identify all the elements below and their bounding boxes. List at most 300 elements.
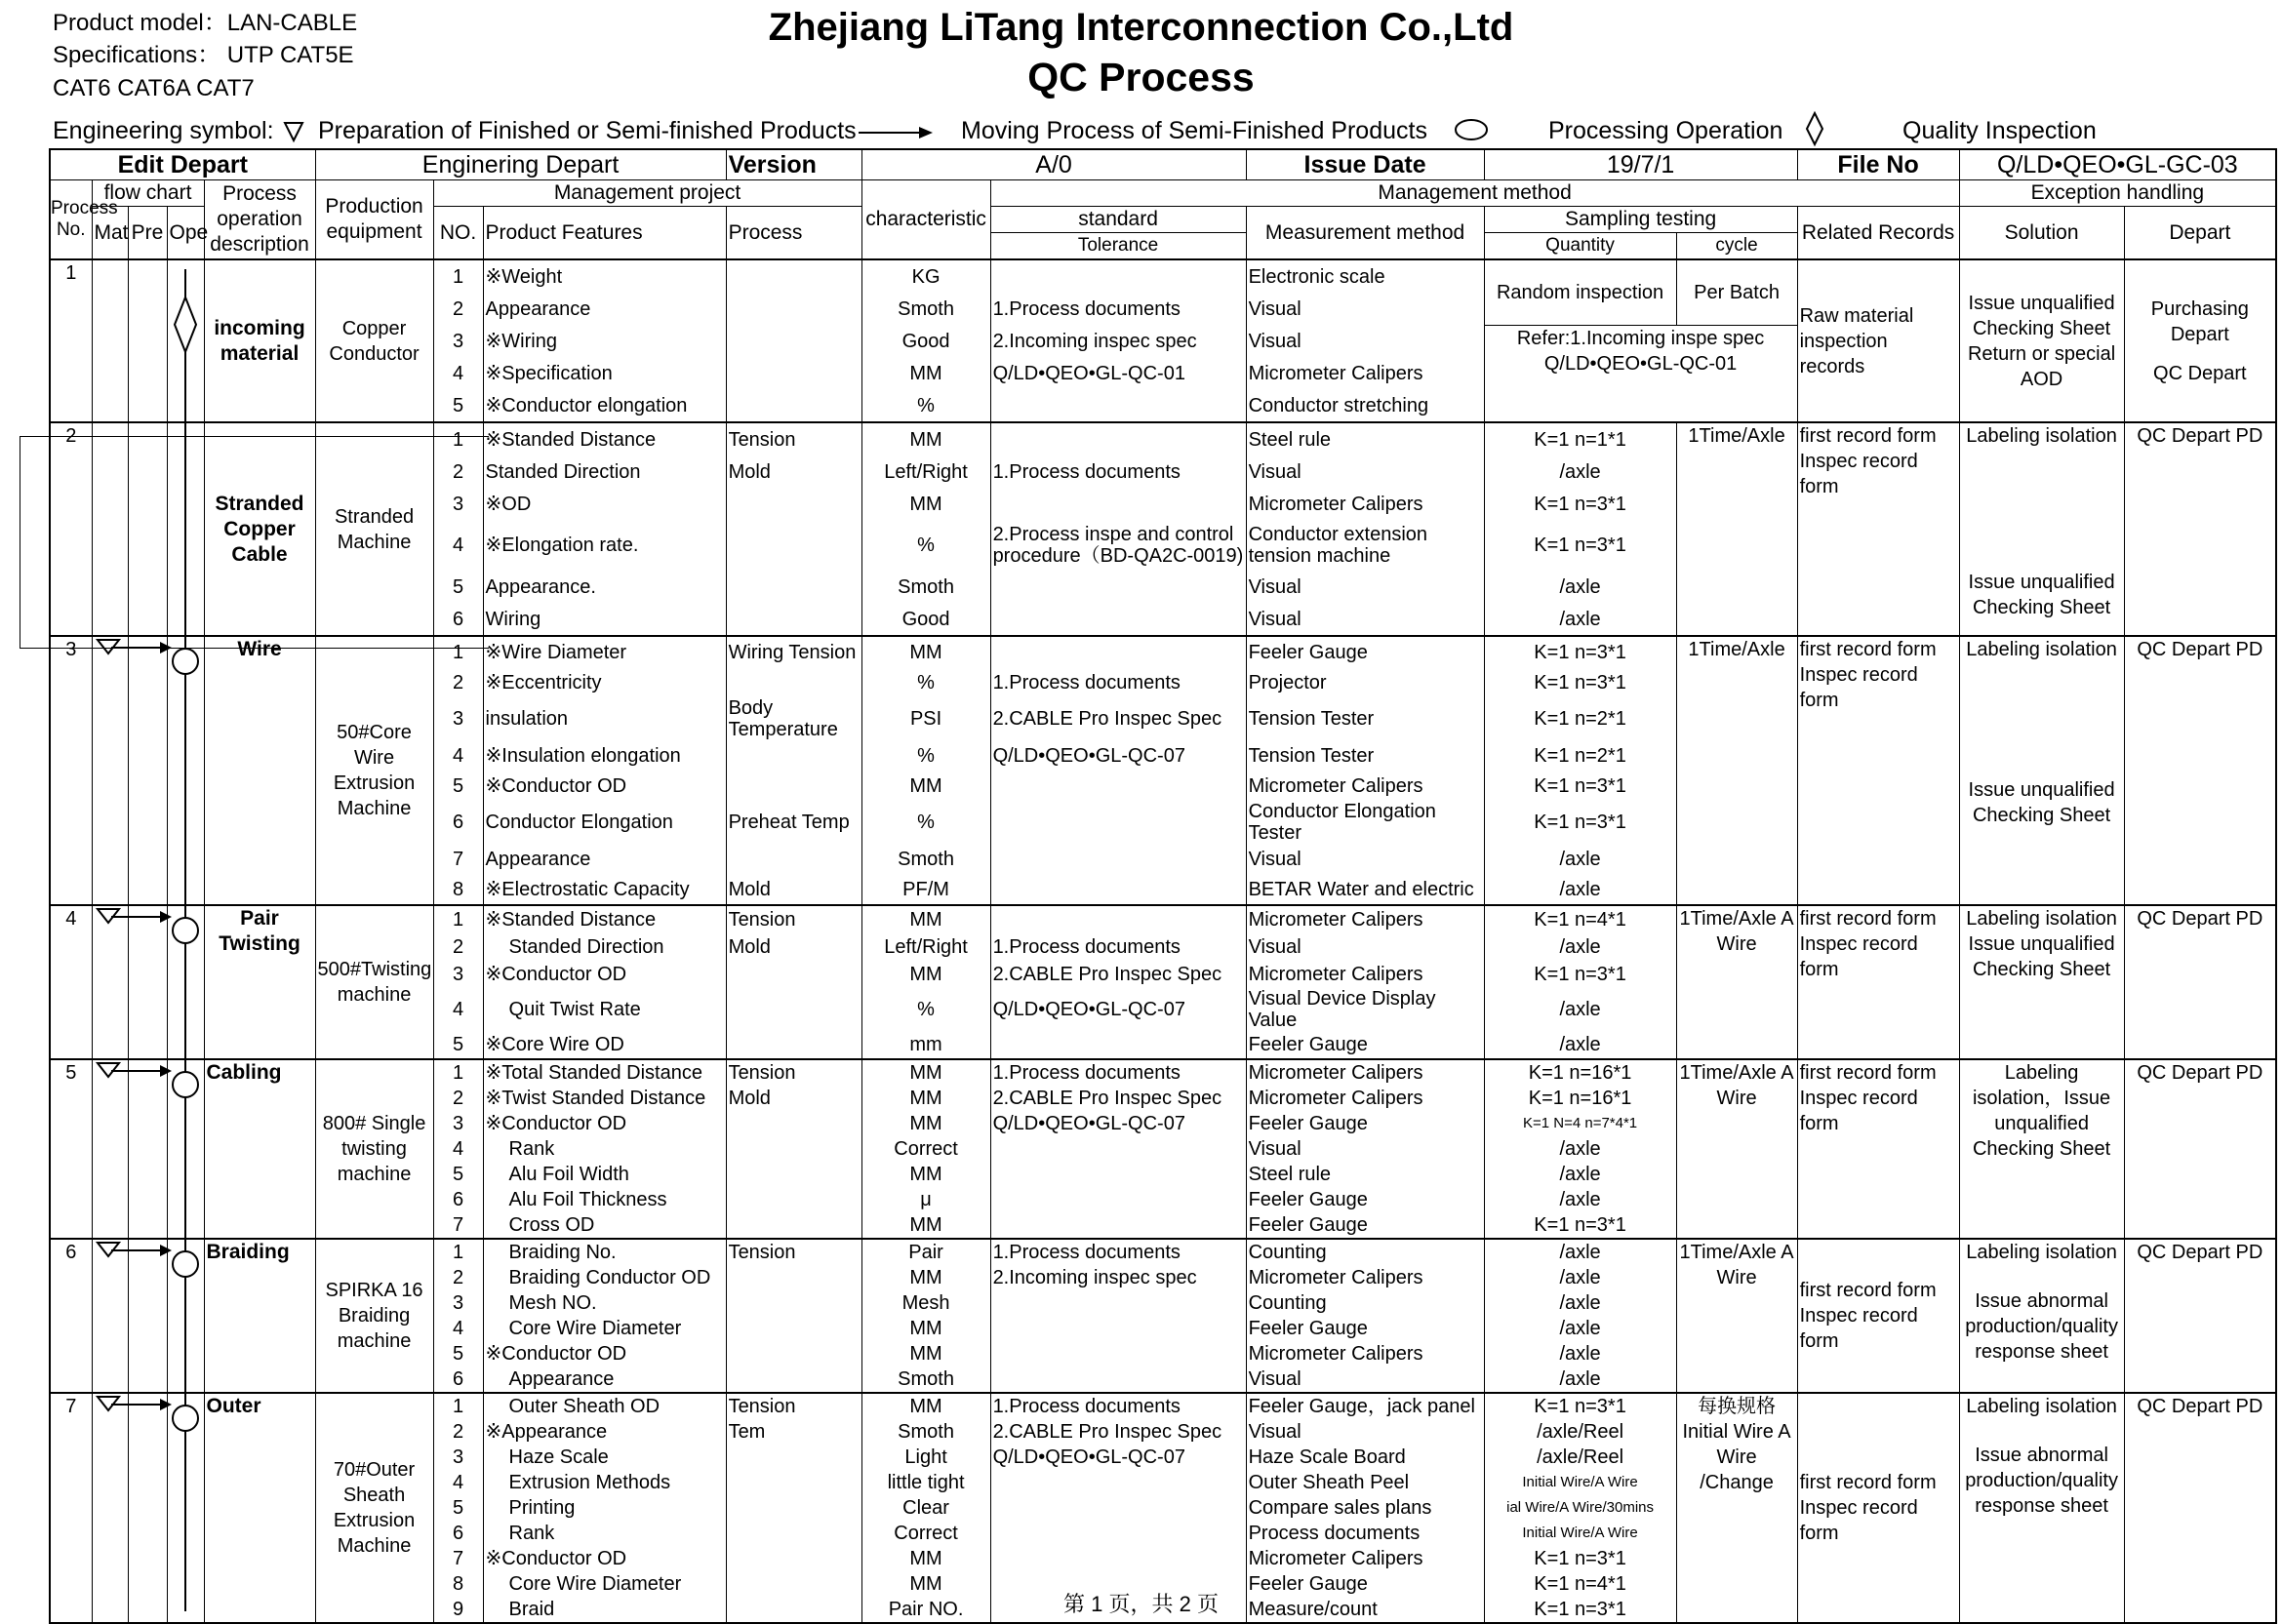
row-no: 5 [433, 1031, 483, 1059]
product-feature: Standed Direction [483, 456, 726, 488]
characteristic: Left/Right [861, 933, 990, 961]
solution-top: Labeling isolation [1966, 1242, 2117, 1263]
sampling-quantity: /axle [1484, 988, 1676, 1031]
depart-primary: Purchasing Depart [2150, 297, 2249, 345]
row-no: 3 [433, 1111, 483, 1136]
solution: Labeling isolation Issue unqualified Checking Sheet [1959, 905, 2124, 1059]
process-param [726, 1187, 861, 1212]
row-no: 3 [433, 1445, 483, 1470]
product-feature: ※Core Wire OD [483, 1031, 726, 1059]
solution-bottom: Issue abnormal production/quality response sheet [1965, 1290, 2118, 1363]
process-param [726, 667, 861, 697]
characteristic: Good [861, 603, 990, 636]
characteristic: MM [861, 1571, 990, 1597]
characteristic: Smoth [861, 571, 990, 603]
sampling-quantity: K=1 n=3*1 [1484, 1546, 1676, 1571]
equipment: 800# Single twisting machine [315, 1059, 433, 1239]
row-no: 1 [433, 259, 483, 293]
sampling-quantity: /axle [1484, 456, 1676, 488]
related-records: first record form Inspec record form [1797, 636, 1959, 905]
sym-quality-label: Quality Inspection [1902, 117, 2097, 144]
col-process-desc: Process operation description [204, 180, 315, 260]
product-feature: Appearance [483, 844, 726, 874]
standard-tolerance: Q/LD•QEO•GL-QC-07 [990, 740, 1246, 771]
standard-tolerance [990, 1031, 1246, 1059]
solution: Labeling isolation，Issue unqualified Checking Sheet [1959, 1059, 2124, 1239]
measurement-method: Micrometer Calipers [1246, 771, 1484, 801]
row-no: 1 [433, 636, 483, 667]
process-param [726, 1367, 861, 1393]
sampling-quantity: /axle [1484, 1316, 1676, 1341]
solution [1959, 636, 2124, 905]
standard-tolerance [990, 874, 1246, 905]
standard-tolerance [990, 1367, 1246, 1393]
product-feature: Rank [483, 1136, 726, 1162]
solution [1959, 422, 2124, 636]
row-no: 5 [433, 1341, 483, 1367]
col-depart: Depart [2124, 207, 2276, 260]
process-param [726, 771, 861, 801]
process-param [726, 1162, 861, 1187]
measurement-method: Feeler Gauge [1246, 1316, 1484, 1341]
col-process-no: Process No. [50, 180, 92, 260]
product-feature: Appearance. [483, 571, 726, 603]
product-feature: ※Insulation elongation [483, 740, 726, 771]
sampling-quantity: /axle [1484, 1341, 1676, 1367]
product-feature: ※Conductor elongation [483, 389, 726, 422]
process-param: Tem [726, 1419, 861, 1445]
table-row [50, 259, 2276, 293]
equipment: Stranded Machine [315, 422, 433, 636]
sampling-cycle: Per Batch [1676, 259, 1797, 325]
flow-pre-cell [128, 636, 167, 905]
row-no: 2 [433, 1265, 483, 1290]
row-no: 1 [433, 1393, 483, 1419]
row-no: 5 [433, 771, 483, 801]
standard-tolerance [990, 636, 1246, 667]
process-param [726, 1111, 861, 1136]
col-measurement: Measurement method [1246, 207, 1484, 260]
row-no: 4 [433, 1470, 483, 1495]
process-param: Wiring Tension [726, 636, 861, 667]
sampling-cycle: 1Time/Axle A Wire [1676, 1059, 1797, 1239]
product-feature: Conductor Elongation [483, 801, 726, 844]
sampling-quantity: K=1 n=3*1 [1484, 1393, 1676, 1419]
sym-moving-label: Moving Process of Semi-Finished Products [961, 117, 1427, 144]
product-feature: Wiring [483, 603, 726, 636]
product-feature: ※Total Standed Distance [483, 1059, 726, 1086]
characteristic: Pair NO. [861, 1597, 990, 1623]
version-label: Version [726, 149, 861, 180]
col-tolerance: Tolerance [990, 233, 1246, 260]
flow-pre-cell [128, 1239, 167, 1393]
doc-title: QC Process [1027, 55, 1255, 99]
process-param [726, 988, 861, 1031]
process-param: Tension [726, 422, 861, 456]
depart: QC Depart PD [2124, 1239, 2276, 1393]
standard-tolerance: 2.CABLE Pro Inspec Spec [990, 1419, 1246, 1445]
flow-mat-cell [92, 259, 128, 422]
sampling-quantity: K=1 N=4 n=7*4*1 [1484, 1111, 1676, 1136]
col-cycle: cycle [1676, 233, 1797, 260]
measurement-method: Steel rule [1246, 1162, 1484, 1187]
product-feature: Printing [483, 1495, 726, 1521]
diamond-symbol-icon [1803, 111, 1826, 146]
characteristic: Pair [861, 1239, 990, 1265]
sampling-quantity: /axle [1484, 1031, 1676, 1059]
col-exception: Exception handling [1959, 180, 2276, 207]
sampling-quantity: K=1 n=3*1 [1484, 961, 1676, 988]
measurement-method: Micrometer Calipers [1246, 1265, 1484, 1290]
sampling-quantity: K=1 n=3*1 [1484, 488, 1676, 520]
sampling-quantity: Initial Wire/A Wire [1484, 1470, 1676, 1495]
flow-ope-cell [167, 259, 204, 422]
row-no: 4 [433, 1316, 483, 1341]
process-param [726, 1316, 861, 1341]
related-records: first record form Inspec record form [1797, 422, 1959, 636]
equipment: 500#Twisting machine [315, 905, 433, 1059]
product-feature: ※Conductor OD [483, 1546, 726, 1571]
characteristic: Light [861, 1445, 990, 1470]
sampling-quantity: K=1 n=16*1 [1484, 1086, 1676, 1111]
measurement-method: Feeler Gauge，jack panel [1246, 1393, 1484, 1419]
row-no: 3 [433, 697, 483, 740]
col-features: Product Features [483, 207, 726, 260]
standard-tolerance [990, 1470, 1246, 1495]
process-param [726, 1212, 861, 1239]
sampling-quantity: K=1 n=2*1 [1484, 697, 1676, 740]
product-feature: Braiding No. [483, 1239, 726, 1265]
row-no: 2 [433, 933, 483, 961]
related-records: first record form Inspec record form [1797, 905, 1959, 1059]
characteristic: Good [861, 325, 990, 357]
solution-bottom: Issue unqualified Checking Sheet [1968, 779, 2115, 826]
related-records: first record form Inspec record form [1797, 1393, 1959, 1623]
solution-top: Labeling isolation [1966, 1396, 2117, 1417]
product-feature: ※Twist Standed Distance [483, 1086, 726, 1111]
standard-tolerance: 2.Incoming inspec spec [990, 325, 1246, 357]
measurement-method: Visual [1246, 293, 1484, 325]
row-no: 6 [433, 1521, 483, 1546]
product-feature: Braid [483, 1597, 726, 1623]
measurement-method: Feeler Gauge [1246, 1571, 1484, 1597]
product-feature: ※Conductor OD [483, 1341, 726, 1367]
col-records: Related Records [1797, 207, 1959, 260]
measurement-method: Feeler Gauge [1246, 1031, 1484, 1059]
row-no: 2 [433, 667, 483, 697]
measurement-method: Conductor extension tension machine [1246, 520, 1484, 571]
product-feature: insulation [483, 697, 726, 740]
circle-symbol-icon [1452, 117, 1491, 142]
process-name: Pair Twisting [204, 905, 315, 1059]
standard-tolerance: 2.Incoming inspec spec [990, 1265, 1246, 1290]
row-no: 4 [433, 988, 483, 1031]
characteristic: MM [861, 357, 990, 389]
characteristic: Smoth [861, 293, 990, 325]
process-param [726, 1521, 861, 1546]
flow-mat-cell [92, 1239, 128, 1393]
col-ope: Ope [167, 207, 204, 260]
standard-tolerance: Q/LD•QEO•GL-QC-01 [990, 357, 1246, 389]
standard-tolerance [990, 1290, 1246, 1316]
row-no: 7 [433, 1212, 483, 1239]
characteristic: little tight [861, 1470, 990, 1495]
sampling-quantity: /axle [1484, 1265, 1676, 1290]
standard-tolerance: 1.Process documents [990, 1393, 1246, 1419]
sampling-quantity: /axle [1484, 1162, 1676, 1187]
depart: QC Depart PD [2124, 1393, 2276, 1623]
sampling-quantity: /axle [1484, 844, 1676, 874]
characteristic: MM [861, 1265, 990, 1290]
characteristic: % [861, 801, 990, 844]
row-no: 1 [433, 1239, 483, 1265]
standard-tolerance [990, 259, 1246, 293]
product-model: Product model：LAN-CABLE [53, 10, 358, 36]
product-feature: Standed Direction [483, 933, 726, 961]
equipment: 50#Core Wire Extrusion Machine [315, 636, 433, 905]
sampling-quantity: K=1 n=2*1 [1484, 740, 1676, 771]
product-feature: Alu Foil Thickness [483, 1187, 726, 1212]
measurement-method: Micrometer Calipers [1246, 357, 1484, 389]
sampling-cycle: 1Time/Axle A Wire [1676, 1239, 1797, 1393]
characteristic: MM [861, 1111, 990, 1136]
characteristic: MM [861, 488, 990, 520]
row-no: 2 [433, 1086, 483, 1111]
standard-tolerance: 2.CABLE Pro Inspec Spec [990, 1086, 1246, 1111]
file-no-label: File No [1797, 149, 1959, 180]
characteristic: MM [861, 1212, 990, 1239]
product-feature: Alu Foil Width [483, 1162, 726, 1187]
row-no: 3 [433, 1290, 483, 1316]
process-param [726, 1265, 861, 1290]
col-quantity: Quantity [1484, 233, 1676, 260]
process-no: 5 [50, 1059, 92, 1239]
flow-ope-cell [167, 1059, 204, 1239]
characteristic: Clear [861, 1495, 990, 1521]
process-no: 6 [50, 1239, 92, 1393]
measurement-method: Visual Device Display Value [1246, 988, 1484, 1031]
measurement-method: Counting [1246, 1290, 1484, 1316]
standard-tolerance: 2.Process inspe and control procedure（BD-QA2C-0019) [990, 520, 1246, 571]
process-param: Mold [726, 1086, 861, 1111]
solution [1959, 1239, 2124, 1393]
standard-tolerance [990, 1341, 1246, 1367]
measurement-method: Counting [1246, 1239, 1484, 1265]
sym-processing-label: Processing Operation [1548, 117, 1783, 144]
process-no: 4 [50, 905, 92, 1059]
specifications: Specifications： UTP CAT5E [53, 42, 354, 68]
process-no: 1 [50, 259, 92, 422]
eng-depart: Enginering Depart [315, 149, 726, 180]
measurement-method: Micrometer Calipers [1246, 488, 1484, 520]
measurement-method: Feeler Gauge [1246, 1212, 1484, 1239]
process-param: Tension [726, 1059, 861, 1086]
table-row [50, 1239, 2276, 1265]
characteristic: Left/Right [861, 456, 990, 488]
flow-pre-cell [128, 259, 167, 422]
standard-tolerance [990, 1136, 1246, 1162]
process-param: Mold [726, 874, 861, 905]
product-feature: Outer Sheath OD [483, 1393, 726, 1419]
sampling-quantity: /axle/Reel [1484, 1419, 1676, 1445]
flow-ope-cell [167, 636, 204, 905]
depart: QC Depart PD [2124, 905, 2276, 1059]
arrow-symbol-icon [859, 123, 937, 142]
product-feature: ※Weight [483, 259, 726, 293]
characteristic: MM [861, 1546, 990, 1571]
sampling-quantity: Random inspection [1484, 259, 1676, 325]
process-name: Braiding [204, 1239, 315, 1393]
process-no: 3 [50, 636, 92, 905]
equipment: 70#Outer Sheath Extrusion Machine [315, 1393, 433, 1623]
process-param [726, 844, 861, 874]
related-records: first record form Inspec record form [1797, 1059, 1959, 1239]
issue-date-value: 19/7/1 [1484, 149, 1797, 180]
col-mat: Mat [92, 207, 128, 260]
row-no: 1 [433, 422, 483, 456]
col-characteristic: characteristic [861, 180, 990, 260]
measurement-method: BETAR Water and electric [1246, 874, 1484, 905]
row-no: 3 [433, 488, 483, 520]
sampling-quantity: K=1 n=3*1 [1484, 667, 1676, 697]
company-name: Zhejiang LiTang Interconnection Co.,Ltd [768, 6, 1514, 49]
characteristic: Correct [861, 1521, 990, 1546]
process-param [726, 1445, 861, 1470]
eng-symbol-label: Engineering symbol: [53, 117, 274, 144]
product-feature: Braiding Conductor OD [483, 1265, 726, 1290]
sampling-quantity: /axle [1484, 1136, 1676, 1162]
row-no: 6 [433, 801, 483, 844]
standard-tolerance [990, 801, 1246, 844]
product-feature: Haze Scale [483, 1445, 726, 1470]
standard-tolerance [990, 1521, 1246, 1546]
row-no: 7 [433, 1546, 483, 1571]
related-records: Raw material inspection records [1797, 259, 1959, 422]
process-name: Cabling [204, 1059, 315, 1239]
depart: QC Depart PD [2124, 636, 2276, 905]
standard-tolerance [990, 1162, 1246, 1187]
characteristic: Correct [861, 1136, 990, 1162]
sampling-quantity: /axle [1484, 1367, 1676, 1393]
process-param [726, 961, 861, 988]
measurement-method: Conductor Elongation Tester [1246, 801, 1484, 844]
depart [2124, 259, 2276, 422]
flow-mat-cell [92, 905, 128, 1059]
row-no: 4 [433, 740, 483, 771]
characteristic: MM [861, 1341, 990, 1367]
sampling-quantity: K=1 n=1*1 [1484, 422, 1676, 456]
measurement-method: Electronic scale [1246, 259, 1484, 293]
characteristic: KG [861, 259, 990, 293]
measurement-method: Feeler Gauge [1246, 1111, 1484, 1136]
characteristic: MM [861, 1393, 990, 1419]
standard-tolerance [990, 844, 1246, 874]
process-param: Tension [726, 905, 861, 933]
sampling-quantity: K=1 n=3*1 [1484, 1212, 1676, 1239]
product-feature: ※Appearance [483, 1419, 726, 1445]
sampling-cycle: 1Time/Axle [1676, 422, 1797, 636]
flow-ope-cell [167, 1239, 204, 1393]
measurement-method: Visual [1246, 1419, 1484, 1445]
solution-bottom: Issue abnormal production/quality response sheet [1965, 1445, 2118, 1517]
process-param [726, 520, 861, 571]
table-row [50, 422, 2276, 456]
process-param [726, 389, 861, 422]
measurement-method: Compare sales plans [1246, 1495, 1484, 1521]
sampling-quantity: K=1 n=4*1 [1484, 1571, 1676, 1597]
process-param: Preheat Temp [726, 801, 861, 844]
flow-ope-cell [167, 422, 204, 636]
process-param [726, 1546, 861, 1571]
issue-date-label: Issue Date [1246, 149, 1484, 180]
characteristic: MM [861, 905, 990, 933]
measurement-method: Haze Scale Board [1246, 1445, 1484, 1470]
process-param [726, 325, 861, 357]
process-param [726, 1031, 861, 1059]
measurement-method: Visual [1246, 456, 1484, 488]
product-feature: Extrusion Methods [483, 1470, 726, 1495]
process-param: Mold [726, 933, 861, 961]
col-standard: standard [990, 207, 1246, 233]
header-row-1 [50, 180, 2276, 207]
row-no: 6 [433, 1187, 483, 1212]
solution-top: Labeling isolation [1966, 639, 2117, 660]
standard-tolerance [990, 1546, 1246, 1571]
characteristic: MM [861, 1162, 990, 1187]
row-no: 5 [433, 1495, 483, 1521]
standard-tolerance [990, 1187, 1246, 1212]
process-name: Wire [204, 636, 315, 905]
standard-tolerance: 1.Process documents [990, 933, 1246, 961]
standard-tolerance [990, 571, 1246, 603]
standard-tolerance: 1.Process documents [990, 1059, 1246, 1086]
flow-pre-cell [128, 422, 167, 636]
triangle-symbol-icon [283, 119, 306, 144]
measurement-method: Conductor stretching [1246, 389, 1484, 422]
related-records: first record form Inspec record form [1797, 1239, 1959, 1393]
edit-depart-label: Edit Depart [50, 149, 315, 180]
standard-tolerance: 2.CABLE Pro Inspec Spec [990, 697, 1246, 740]
sampling-quantity: K=1 n=3*1 [1484, 520, 1676, 571]
process-param: Tension [726, 1239, 861, 1265]
standard-tolerance [990, 1212, 1246, 1239]
row-no: 1 [433, 1059, 483, 1086]
document-header [0, 0, 2282, 158]
standard-tolerance [990, 488, 1246, 520]
flow-mat-cell [92, 1059, 128, 1239]
standard-tolerance [990, 422, 1246, 456]
characteristic: mm [861, 1031, 990, 1059]
row-no: 4 [433, 520, 483, 571]
process-no: 7 [50, 1393, 92, 1623]
product-feature: Appearance [483, 293, 726, 325]
measurement-method: Outer Sheath Peel [1246, 1470, 1484, 1495]
process-param [726, 1136, 861, 1162]
row-no: 5 [433, 1162, 483, 1187]
standard-tolerance: 1.Process documents [990, 456, 1246, 488]
sampling-quantity: /axle [1484, 603, 1676, 636]
col-mgmt-method: Management method [990, 180, 1959, 207]
process-param [726, 357, 861, 389]
sampling-quantity: /axle [1484, 874, 1676, 905]
col-mgmt-project: Management project [433, 180, 861, 207]
col-equipment: Production equipment [315, 180, 433, 260]
measurement-method: Micrometer Calipers [1246, 1059, 1484, 1086]
product-feature: Core Wire Diameter [483, 1571, 726, 1597]
product-feature: ※Wire Diameter [483, 636, 726, 667]
characteristic: Smoth [861, 1367, 990, 1393]
measurement-method: Micrometer Calipers [1246, 1341, 1484, 1367]
